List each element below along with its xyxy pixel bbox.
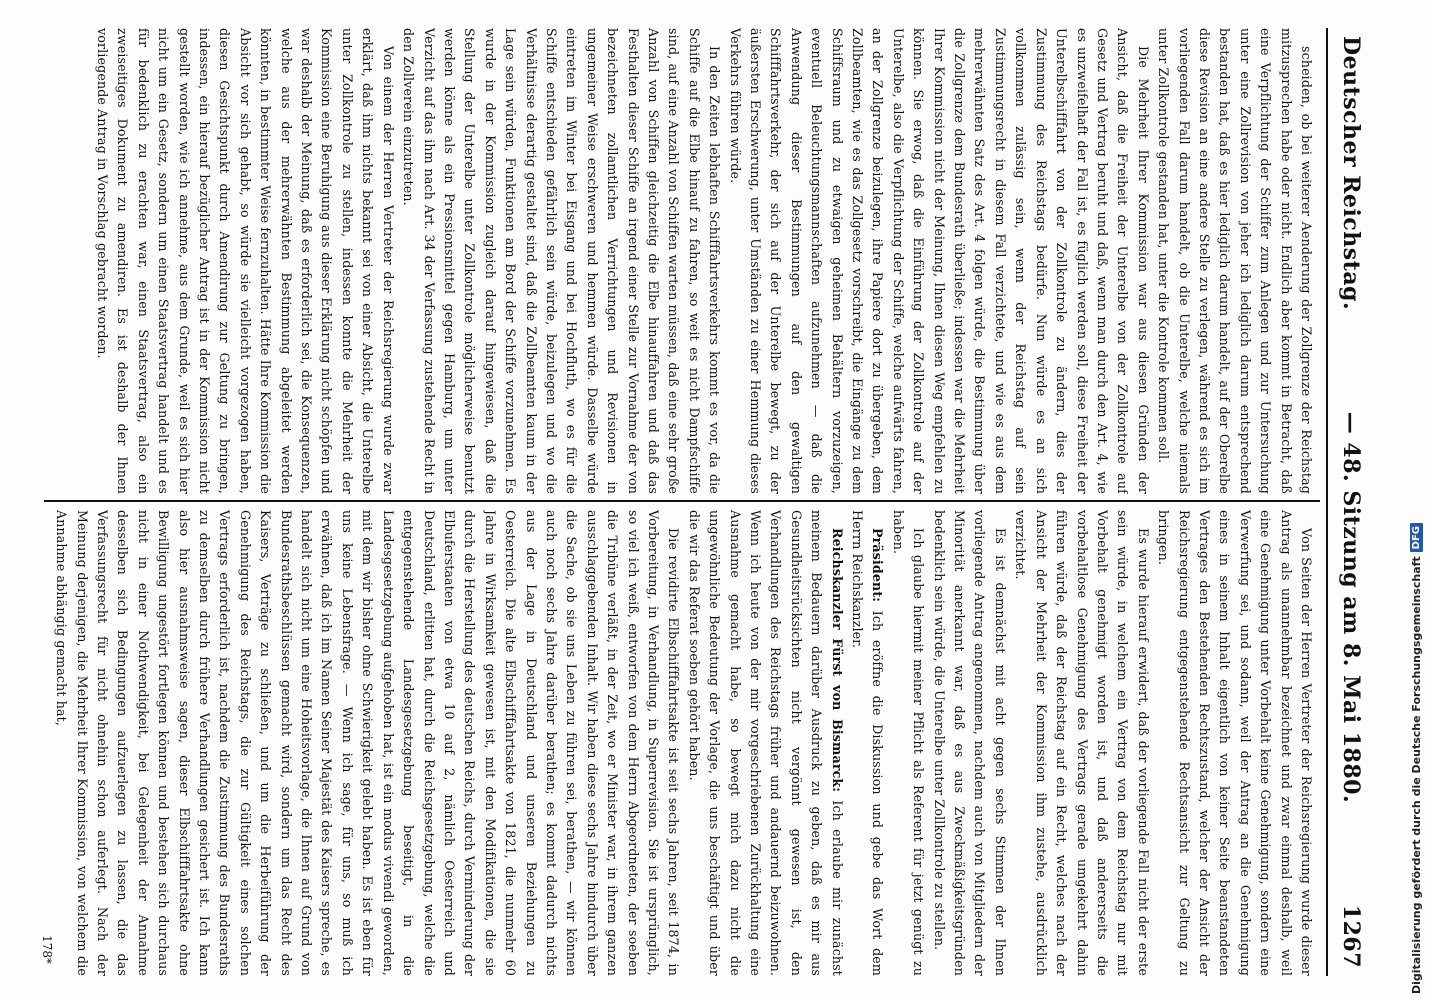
column-divider: [44, 500, 1320, 502]
speaker-name: Reichskanzler Fürst von Bismarck:: [829, 528, 845, 793]
header-session: — 48. Sitzung am 8. Mai 1880.: [1338, 411, 1364, 804]
paragraph: Reichskanzler Fürst von Bismarck: Ich erlaube mir zunächst meinem Bedauern darüber Ausdruck zu geben, daß es mir aus Gesundheitsrücksichten nicht vergönnt gewesen ist, den Verhandlungen des Reichstags früher und andauernd beizuwohnen. Wenn ich heute von der mir vorgeschriebenen Zurückhaltung eine Ausnahme gemacht habe, so bewegt mich dazu nicht die ungewöhnliche Bedeutung der Vorlage, die uns beschäftigt und über die wir das Referat soeben gehört haben.: [686, 510, 845, 976]
paragraph: Es wurde hierauf erwidert, daß der vorliegende Fall nicht der erste sein würde, in welchem ein Vertrag von dem Reichstag nur mit Vorbehalt genehmigt worden ist, und daß andererseits die vorbehaltlose Genehmigung des Vertrags gerade umgekehrt dahin führen würde, daß der Reichstag auf ein Recht, welches nach der Ansicht der Mehrheit der Kommission ihm zustehe, ausdrücklich verzichtet.: [1013, 510, 1151, 976]
paragraph: Die revidirte Elbschifffahrtsakte ist seit sechs Jahren, seit 1874, in Vorbereitung, in Verhandlung, in Superrevision. Sie ist ursprünglich, so viel ich weiß, entworfen von dem Herrn Abgeordneten, der soeben die Tribüne verläßt, in der Zeit, wo er Minister war, in ihrem ganzen ausschlaggebenden Inhalt. Wir haben diese sechs Jahre hindurch über die Sache, ob sie uns Leben zu führen sei, berathen, — wir können auch noch sechs Jahre darüber berathen; es kommt dadurch nichts aus der Lage in Deutschland und unseren Beziehungen zu Oesterreich. Die alte Elbschifffahrtsakte von 1821, die nunmehr 60 Jahre in Wirksamkeit gewesen ist, mit den Modifikationen, die sie durch die Herstellung des deutschen Reichs, durch Verminderung der Elbuferstaaten von etwa 10 auf 2, nämlich Oesterreich und Deutschland, erlitten hat, durch die Reichsgesetzgebung, welche die entgegenstehende Landesgesetzgebung beseitigt, in die Landesgesetzgebung aufgehoben hat, ist ein modus vivendi geworden, mit dem wir bisher ohne Schwierigkeit gelebt haben. Es ist eben für uns keine Lebensfrage. — Wenn ich sage, für uns, so muß ich erwähnen, daß ich im Namen Seiner Majestät des Kaisers spreche, es handelt sich nicht um eine Hoheitsvorlage, die Ihnen auf Grund von Bundesrathsbeschlüssen gemacht wird, sondern um das Recht des Kaisers, Verträge zu schließen, und um die Herbeiführung der Genehmigung des Reichstags, die zur Gültigkeit eines solchen Vertrags erforderlich ist, nachdem die Zustimmung des Bundesraths zu demselben durch frühere Verhandlungen gesichert ist. Ich kann also hier ausnahmsweise sagen, dieser Elbschifffahrtsakte ohne Bewilligung ungestört fortlegen können und bestehen sich durchaus nicht in einer Nothwendigkeit, bei Gelegenheit der Annahme desselben sich Bedingungen aufzuerlegen zu lassen, die das Verfassungsrecht für nicht ohnehin schon auferlegt. Nach der Meinung derjenigen, die Mehrheit Ihrer Kommission, von welchem die Annahme abhängig gemacht hat,: [54, 510, 682, 976]
speaker-name: Präsident:: [870, 528, 886, 603]
page-number: 1267: [1338, 904, 1364, 968]
text-column-right: [42, 510, 1316, 976]
rotated-page: [34, 22, 1372, 982]
paragraph: Ich glaube hiermit meiner Pflicht als Referent für jetzt genügt zu haben.: [890, 510, 927, 976]
dfg-credit-text: Digitalisierung gefördert durch die Deutsche Forschungsgemeinschaft: [1410, 556, 1423, 994]
paragraph: Präsident: Ich eröffne die Diskussion und gebe das Wort dem Herrn Reichskanzler.: [850, 510, 886, 976]
header-rule: [1326, 28, 1328, 976]
header-title: Deutscher Reichstag.: [1338, 36, 1364, 311]
running-header: [1330, 36, 1372, 968]
paragraph: scheiden, ob bei weiterer Aenderung der Zollgrenze der Reichstag mitzusprechen habe oder nicht. Endlich aber kommt in Betracht, daß eine Verpflichtung der Schiffer zum Anlegen und zur Untersuchung unter eine Zollrevision von jeher ich lediglich darum entsprechend bestanden hat, daß es hier lediglich darum handelt, auf der Oberelbe diese Revision an eine andere Stelle zu verlegen, während es sich im vorliegenden Fall darum handelt, ob die Unterelbe, welche niemals unter Zollkontrole gestanden hat, unter die Kontrole kommen soll.: [1156, 28, 1314, 494]
paragraph: Von Seiten der Herren Vertreter der Reichsregierung wurde dieser Antrag als unannehmbar bezeichnet und zwar einmal deshalb, weil eine Genehmigung unter Vorbehalt keine Genehmigung, sondern eine Verwerfung sei, und sodann, weil der Antrag an die Genehmigung eines in seinem Inhalt eigentlich von keiner Seite beanstandeten Vertrages den Bestehenden Rechtszustand, welcher der Ansicht der Reichsregierung entgegenstehende Rechtsansicht zur Geltung zu bringen.: [1156, 510, 1314, 976]
paragraph: Die Mehrheit Ihrer Kommission war aus diesen Gründen der Ansicht, daß die Freiheit der Unterelbe von der Zollkontrole auf Gesetz und Vertrag beruht und daß, wenn man durch den Art. 4, wie es unzweifelhaft der Fall ist, es füglich werden soll, diese Freiheit der Unterelbschifffahrt von der Zollkontrole zu ändern, dies der Zustimmung des Reichstags bedürfe. Nun würde es an sich vollkommen zulässig sein, wenn der Reichstag auf sein Zustimmungsrecht in diesem Fall verzichtete, und wie es aus dem mehrerwähnten Satz des Art. 4 folgen würde, die Bestimmung über die Zollgrenze dem Bundesrath überließe; indessen war die Mehrheit Ihrer Kommission nicht der Meinung, Ihnen diesen Weg empfehlen zu können. Sie erwog, daß die Einführung der Zollkontrole auf der Unterelbe, also die Verpflichtung der Schiffe, welche aufwärts fahren, an der Zollgrenze beizulegen, ihre Papiere dort zu übergeben, dem Zollbeamten, wie es das Zollgesetz vorschreibt, die Eingänge zu dem Schiffsraum und zu etwaigen geheimen Behältern vorzuzeigen, eventuell Beleuchtungsmannschaften aufzunehmen — daß die Anwendung dieser Bestimmungen auf den gewaltigen Schifffahrtsverkehr, der sich auf der Unterelbe bewegt, zu der äußersten Erschwerung, unter Umständen zu einer Hemmung dieses Verkehrs führen würde.: [727, 28, 1151, 494]
paragraph: In den Zeiten lebhaften Schifffahrtsverkehrs kommt es vor, da die Schiffe auf die Elbe hinauf zu fahren, so weit es nicht Dampfschiffe sind, auf eine Anzahl von Schiffen warten müssen, daß eine sehr große Anzahl von Schiffen gleichzeitig die Elbe hinauffahren und daß das Festhalten dieser Schiffe an irgend einer Stelle zur Vornahme der von bezeichneten zollamtlichen Verrichtungen und Revisionen in ungemeiner Weise erschweren und hemmen würde. Dasselbe würde eintreten im Winter bei Eisgang und bei Hochfluth, wo es für die Schiffe entschieden gefährlich sein würde, beizulegen und wo die Verhältnisse derartig gestaltet sind, daß die Zollbeamten kaum in der Lage sein würden, Funktionen am Bord der Schiffe vorzunehmen. Es wurde in der Kommission zugleich darauf hingewiesen, daß die Stellung der Unterelbe unter Zollkontrole möglicherweise benutzt werden könne als ein Pressionsmittel gegen Hamburg, um unter Verzicht auf das ihm nach Art. 34 der Verfassung zustehende Recht in den Zollverein einzutreten.: [401, 28, 723, 494]
text-column-left: [42, 28, 1316, 494]
paragraph: Es ist demnächst mit acht gegen sechs Stimmen der Ihnen vorliegende Antrag angenommen, nachdem auch von Mitgliedern der Minorität anerkannt war, daß es aus Zweckmäßigkeitsgründen bedenklich sein würde, die Unterelbe unter Zollkontrole zu stellen.: [931, 510, 1008, 976]
dfg-credit: [1410, 0, 1423, 994]
signature-mark: 178*: [40, 935, 54, 964]
dfg-logo: DFG: [1410, 523, 1423, 552]
paragraph: Von einem der Herren Vertreter der Reichsregierung wurde zwar erklärt, daß ihm nichts bekannt sei von einer Absicht, die Unterelbe unter Zollkontrole zu stellen, indessen konnte die Mehrheit der Kommission eine Beruhigung aus dieser Erklärung nicht schöpfen und war deshalb der Meinung, daß es erforderlich sei, die Konsequenzen, welche aus der mehrerwähnten Bestimmung abgeleitet werden könnten, in bestimmter Weise fernzuhalten. Hätte Ihre Kommission die Absicht vor sich gehabt, so würde sie vielleicht vorgezogen haben, diesen Gesichtspunkt durch Amendirung zur Geltung zu bringen, indessen, ein hierauf bezüglicher Antrag ist in der Kommission nicht gestellt worden, wie ich annehme, aus dem Grunde, weil es sich hier nicht um ein Gesetz, sondern um einen Staatsvertrag handelt und es für bedenklich zu erachten war, einen Staatsvertrag, also ein zweiseitiges Dokument zu amendiren. Es ist deshalb der Ihnen vorliegende Antrag in Vorschlag gebracht worden.: [95, 28, 396, 494]
